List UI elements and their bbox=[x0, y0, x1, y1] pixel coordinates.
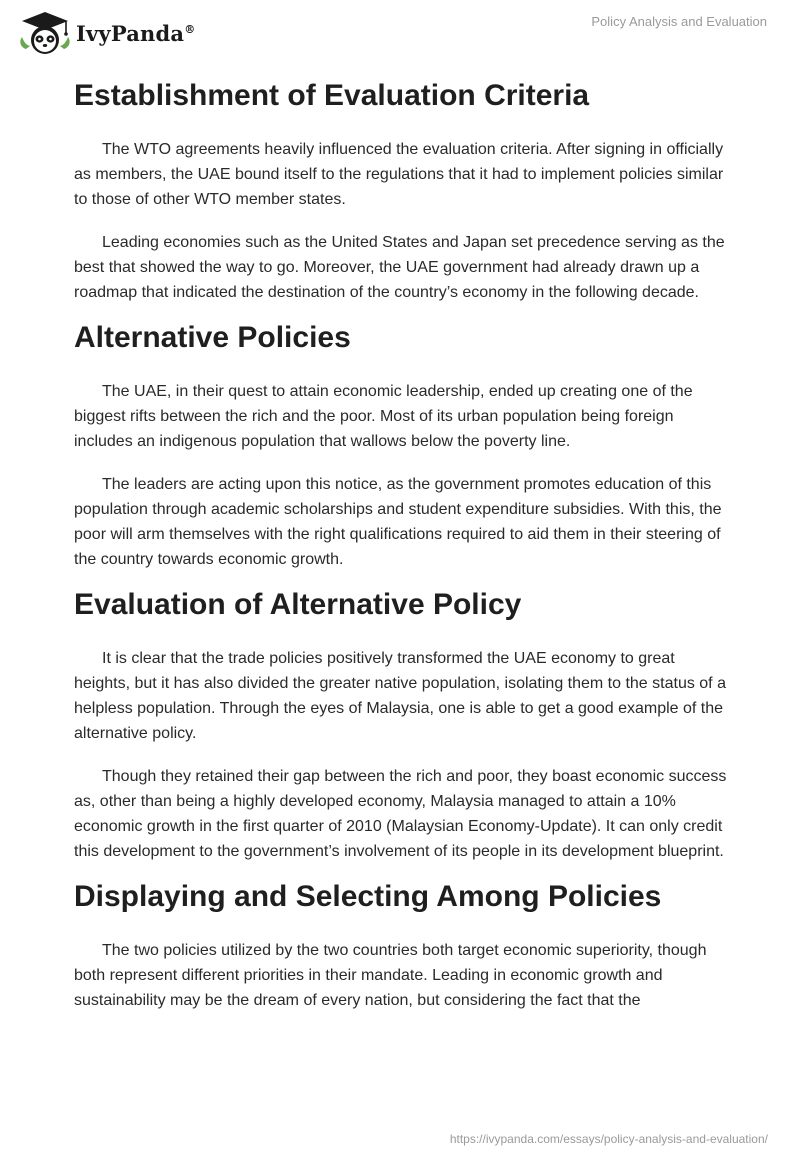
paragraph: The two policies utilized by the two countries both target economic superiority, though both represent different priorities in their mandate. Leading in economic growth and sustainability may be the dream of every nation, but considering the fact that the bbox=[74, 942, 707, 1009]
paragraph: Leading economies such as the United States and Japan set precedence serving as the best that showed the way to go. Moreover, the UAE government had already drawn up a roadmap that indicated the destination of the country’s economy in the following decade. bbox=[74, 234, 725, 301]
section-alternative-policies bbox=[74, 316, 734, 572]
section-heading: Establishment of Evaluation Criteria bbox=[74, 79, 590, 112]
section-heading: Displaying and Selecting Among Policies bbox=[74, 880, 662, 913]
paragraph: The UAE, in their quest to attain economic leadership, ended up creating one of the biggest rifts between the rich and the poor. Most of its urban population being foreign includes an indigenous population that wallows below the poverty line. bbox=[74, 383, 693, 450]
section-displaying-selecting bbox=[74, 875, 734, 1013]
page-header bbox=[0, 0, 800, 60]
ivypanda-logo[interactable] bbox=[16, 9, 195, 57]
paragraph: Though they retained their gap between the rich and poor, they boast economic success as, other than being a highly developed economy, Malaysia managed to attain a 10% economic growth in the first quarter of 2010 (Malaysian Economy-Update). It can only credit this development to the government’s involvement of its people in its development blueprint. bbox=[74, 768, 727, 860]
section-evaluation-alternative bbox=[74, 583, 734, 864]
section-evaluation-criteria bbox=[74, 74, 734, 305]
source-url[interactable]: https://ivypanda.com/essays/policy-analysis-and-evaluation/ bbox=[449, 1132, 768, 1146]
essay-body bbox=[74, 68, 734, 1013]
running-title: Policy Analysis and Evaluation bbox=[591, 14, 767, 29]
section-heading: Evaluation of Alternative Policy bbox=[74, 588, 522, 621]
brand-name: IvyPanda® bbox=[76, 20, 196, 46]
paragraph: It is clear that the trade policies positively transformed the UAE economy to great heights, but it has also divided the greater native population, isolating them to the status of a helpless population. Through the eyes of Malaysia, one is able to get a good example of the alternative policy. bbox=[74, 650, 726, 742]
paragraph: The WTO agreements heavily influenced the evaluation criteria. After signing in officially as members, the UAE bound itself to the regulations that it had to implement policies similar to those of other WTO member states. bbox=[74, 141, 724, 208]
paragraph: The leaders are acting upon this notice, as the government promotes education of this population through academic scholarships and student expenditure subsidies. With this, the poor will arm themselves with the right qualifications required to aid them in their steering of the country towards economic growth. bbox=[74, 476, 722, 568]
panda-graduate-icon bbox=[16, 9, 74, 57]
registered-mark: ® bbox=[184, 22, 196, 36]
section-heading: Alternative Policies bbox=[74, 321, 351, 354]
